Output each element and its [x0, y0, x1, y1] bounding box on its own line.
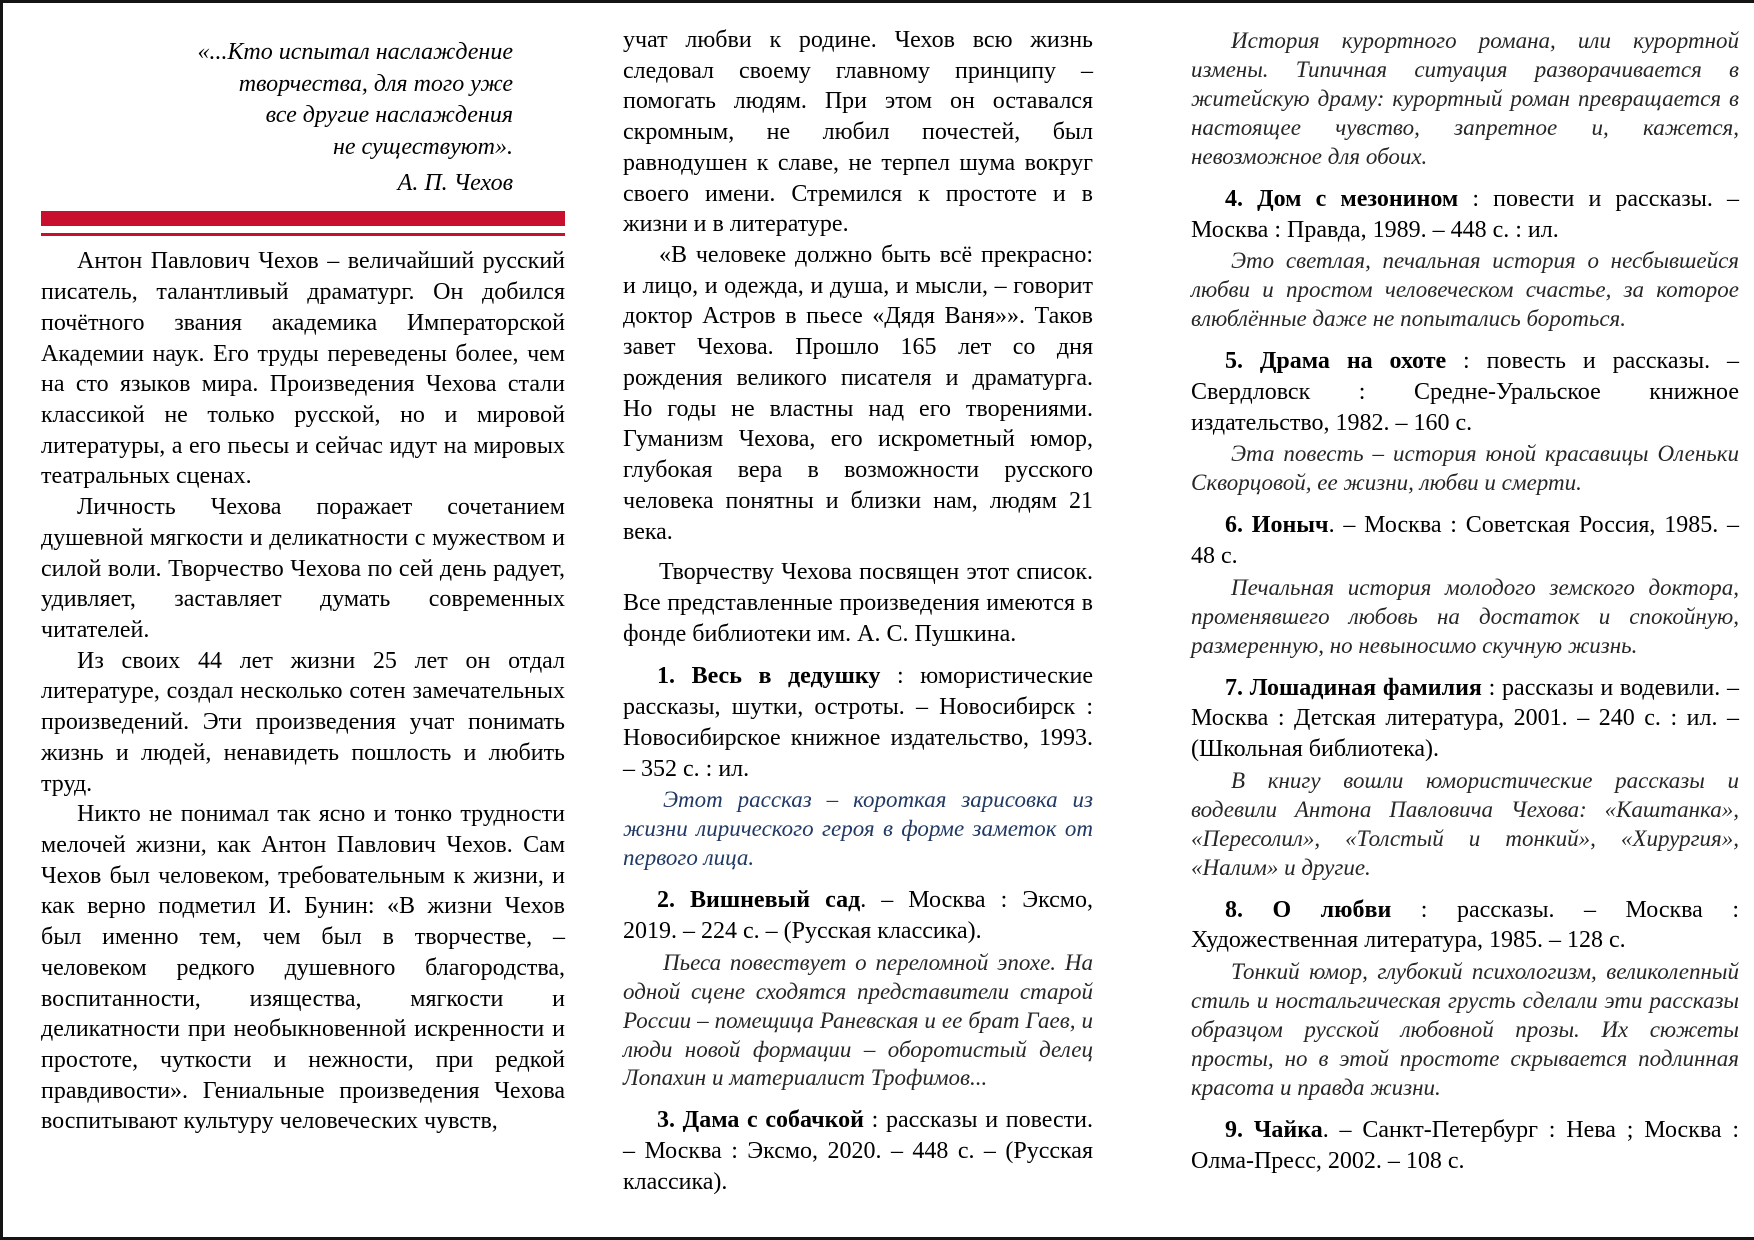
entry-title: 2. Вишневый сад [657, 887, 861, 914]
entry-title: 1. Весь в дедушку [657, 663, 881, 690]
bibliography-entry [1191, 895, 1739, 956]
entry-details: . – Санкт-Петербург : Нева ; Москва : Олма-Пресс, 2002. – 108 с. [1191, 1116, 1740, 1174]
bibliography-entry [1191, 510, 1739, 571]
intro-paragraph: Личность Чехова поражает сочетанием душевной мягкости и деликатности с мужеством и силой воли. Творчество Чехова по сей день радует, удивляет, заставляет думать современных читателей. [41, 494, 565, 643]
bibliography-entry [623, 1105, 1093, 1197]
red-divider-bar [41, 211, 565, 226]
entry-title: 5. Драма на охоте [1225, 348, 1447, 375]
entry-details: : рассказы и водевили. – Москва : Детская литература, 2001. – 240 с. : ил. – (Школьная библиотека). [1191, 674, 1739, 763]
entry-annotation: Пьеса повествует о переломной эпохе. На одной сцене сходятся представители старой России – помещица Раневская и ее брат Гаев, и люди новой формации – оборотистый делец Лопахин и материалист Трофимов... [623, 949, 1093, 1091]
entry-details: : юмористические рассказы, шутки, остроты. – Новосибирск : Новосибирское книжное издательство, 1993. – 352 с. : ил. [623, 663, 1093, 782]
intro-paragraph: Антон Павлович Чехов – величайший русский писатель, талантливый драматург. Он добился почётного звания академика Императорской Академии наук. Его труды переведены более, чем на сто языков мира. Произведения Чехова стали классикой не только русской, но и мировой литературы, а его пьесы и сейчас идут на мировых театральных сценах. [41, 248, 565, 490]
entry-annotation: Это светлая, печальная история о несбывшейся любви и простом человеческом счастье, за которое влюблённые даже не попытались бороться. [1191, 248, 1739, 332]
column-middle [623, 25, 1093, 1198]
entry-annotation: Печальная история молодого земского доктора, променявшего любовь на достаток и спокойную, размеренную, но невыносимо скучную жизнь. [1191, 574, 1739, 658]
entry-title: 7. Лошадиная фамилия [1225, 674, 1482, 701]
bibliography-entry [623, 885, 1093, 946]
red-divider-line [41, 233, 565, 236]
entry-title: 8. О любви [1225, 896, 1392, 923]
entry-details: : рассказы. – Москва : Художественная литература, 1985. – 128 с. [1191, 896, 1739, 954]
epigraph-author: А. П. Чехов [397, 169, 513, 196]
bibliography-entry [1191, 184, 1739, 245]
epigraph-line: все другие наслаждения [265, 102, 513, 129]
entry-title: 3. Дама с собачкой [657, 1107, 864, 1134]
epigraph-line: «...Кто испытал наслаждение [197, 39, 513, 65]
intro-paragraph: Никто не понимал так ясно и тонко трудности мелочей жизни, как Антон Павлович Чехов. Сам Чехов был человеком, требовательным к жизни, и как верно подметил И. Бунин: «В жизни Чехов был именно тем, чем был в творчестве, – человеком редкого душевного благородства, воспитанности, изящества, мягкости и деликатности при необыкновенной искренности и простоте, чуткости и нежности, при редкой правдивости». Гениальные произведения Чехова воспитывают культуру человеческих чувств, [41, 801, 565, 1135]
intro-paragraph: Из своих 44 лет жизни 25 лет он отдал литературе, создал несколько сотен замечательных произведений. Эти произведения учат понимать жизнь и людей, ненавидеть пошлость и любить труд. [41, 647, 565, 797]
epigraph-line: творчества, для того уже [238, 70, 513, 97]
bibliography-entry [623, 661, 1093, 784]
intro-paragraph: «В человеке должно быть всё прекрасно: и лицо, и одежда, и душа, и мысли, – говорит доктор Астров в пьесе «Дядя Ваня»». Таков завет Чехова. Прошло 165 лет со дня рождения великого писателя и драматурга. Но годы не властны над его творениями. Гуманизм Чехова, его искрометный юмор, глубокая вера в возможности русского человека понятны и близки нам, людям 21 века. [623, 242, 1093, 545]
intro-paragraph-continued: учат любви к родине. Чехов всю жизнь следовал своему главному принципу – помогать людям. При этом он оставался скромным, не любил почестей, был равнодушен к славе, не терпел шума вокруг своего имени. Стремился к простоте и в жизни и в литературе. [623, 27, 1093, 238]
entry-details: . – Москва : Эксмо, 2019. – 224 с. – (Русская классика). [623, 887, 1093, 944]
entry-title: 9. Чайка [1225, 1116, 1323, 1143]
bibliography-entry [1191, 673, 1739, 765]
entry-details: : повесть и рассказы. – Свердловск : Средне-Уральское книжное издательство, 1982. – 160 с. [1191, 348, 1739, 436]
intro-paragraph: Творчеству Чехова посвящен этот список. Все представленные произведения имеются в фонде библиотеки им. А. С. Пушкина. [623, 559, 1093, 647]
epigraph-line: не существуют». [332, 134, 513, 161]
column-left [41, 25, 565, 1137]
entry-details: : рассказы и повести. – Москва : Эксмо, 2020. – 448 с. – (Русская классика). [623, 1107, 1093, 1195]
entry-annotation: Тонкий юмор, глубокий психологизм, великолепный стиль и ностальгическая грусть сделали эти рассказы образцом русской любовной прозы. Их сюжеты просты, но в этой простоте скрывается подлинная красота и правда жизни. [1191, 959, 1739, 1100]
entry-annotation-continued: История курортного романа, или курортной измены. Типичная ситуация разворачивается в житейскую драму: курортный роман превращается в настоящее чувство, запретное и, кажется, невозможное для обоих. [1191, 28, 1739, 169]
epigraph [41, 25, 565, 199]
entry-annotation: Этот рассказ – короткая зарисовка из жизни лирического героя в форме заметок от первого лица. [623, 787, 1093, 871]
entry-details: : повести и рассказы. – Москва : Правда, 1989. – 448 с. : ил. [1191, 185, 1740, 243]
bibliography-entry [1191, 1115, 1739, 1176]
entry-title: 4. Дом с мезонином [1225, 185, 1459, 212]
bibliography-entry [1191, 346, 1739, 438]
entry-details: . – Москва : Советская Россия, 1985. – 48 с. [1191, 512, 1739, 569]
column-right [1191, 25, 1739, 1176]
entry-annotation: Эта повесть – история юной красавицы Оленьки Скворцовой, ее жизни, любви и смерти. [1191, 441, 1739, 496]
entry-annotation: В книгу вошли юмористические рассказы и водевили Антона Павловича Чехова: «Каштанка», «Пересолил», «Толстый и тонкий», «Хирургия», «Налим» и другие. [1191, 767, 1739, 880]
entry-title: 6. Ионыч [1225, 512, 1329, 539]
